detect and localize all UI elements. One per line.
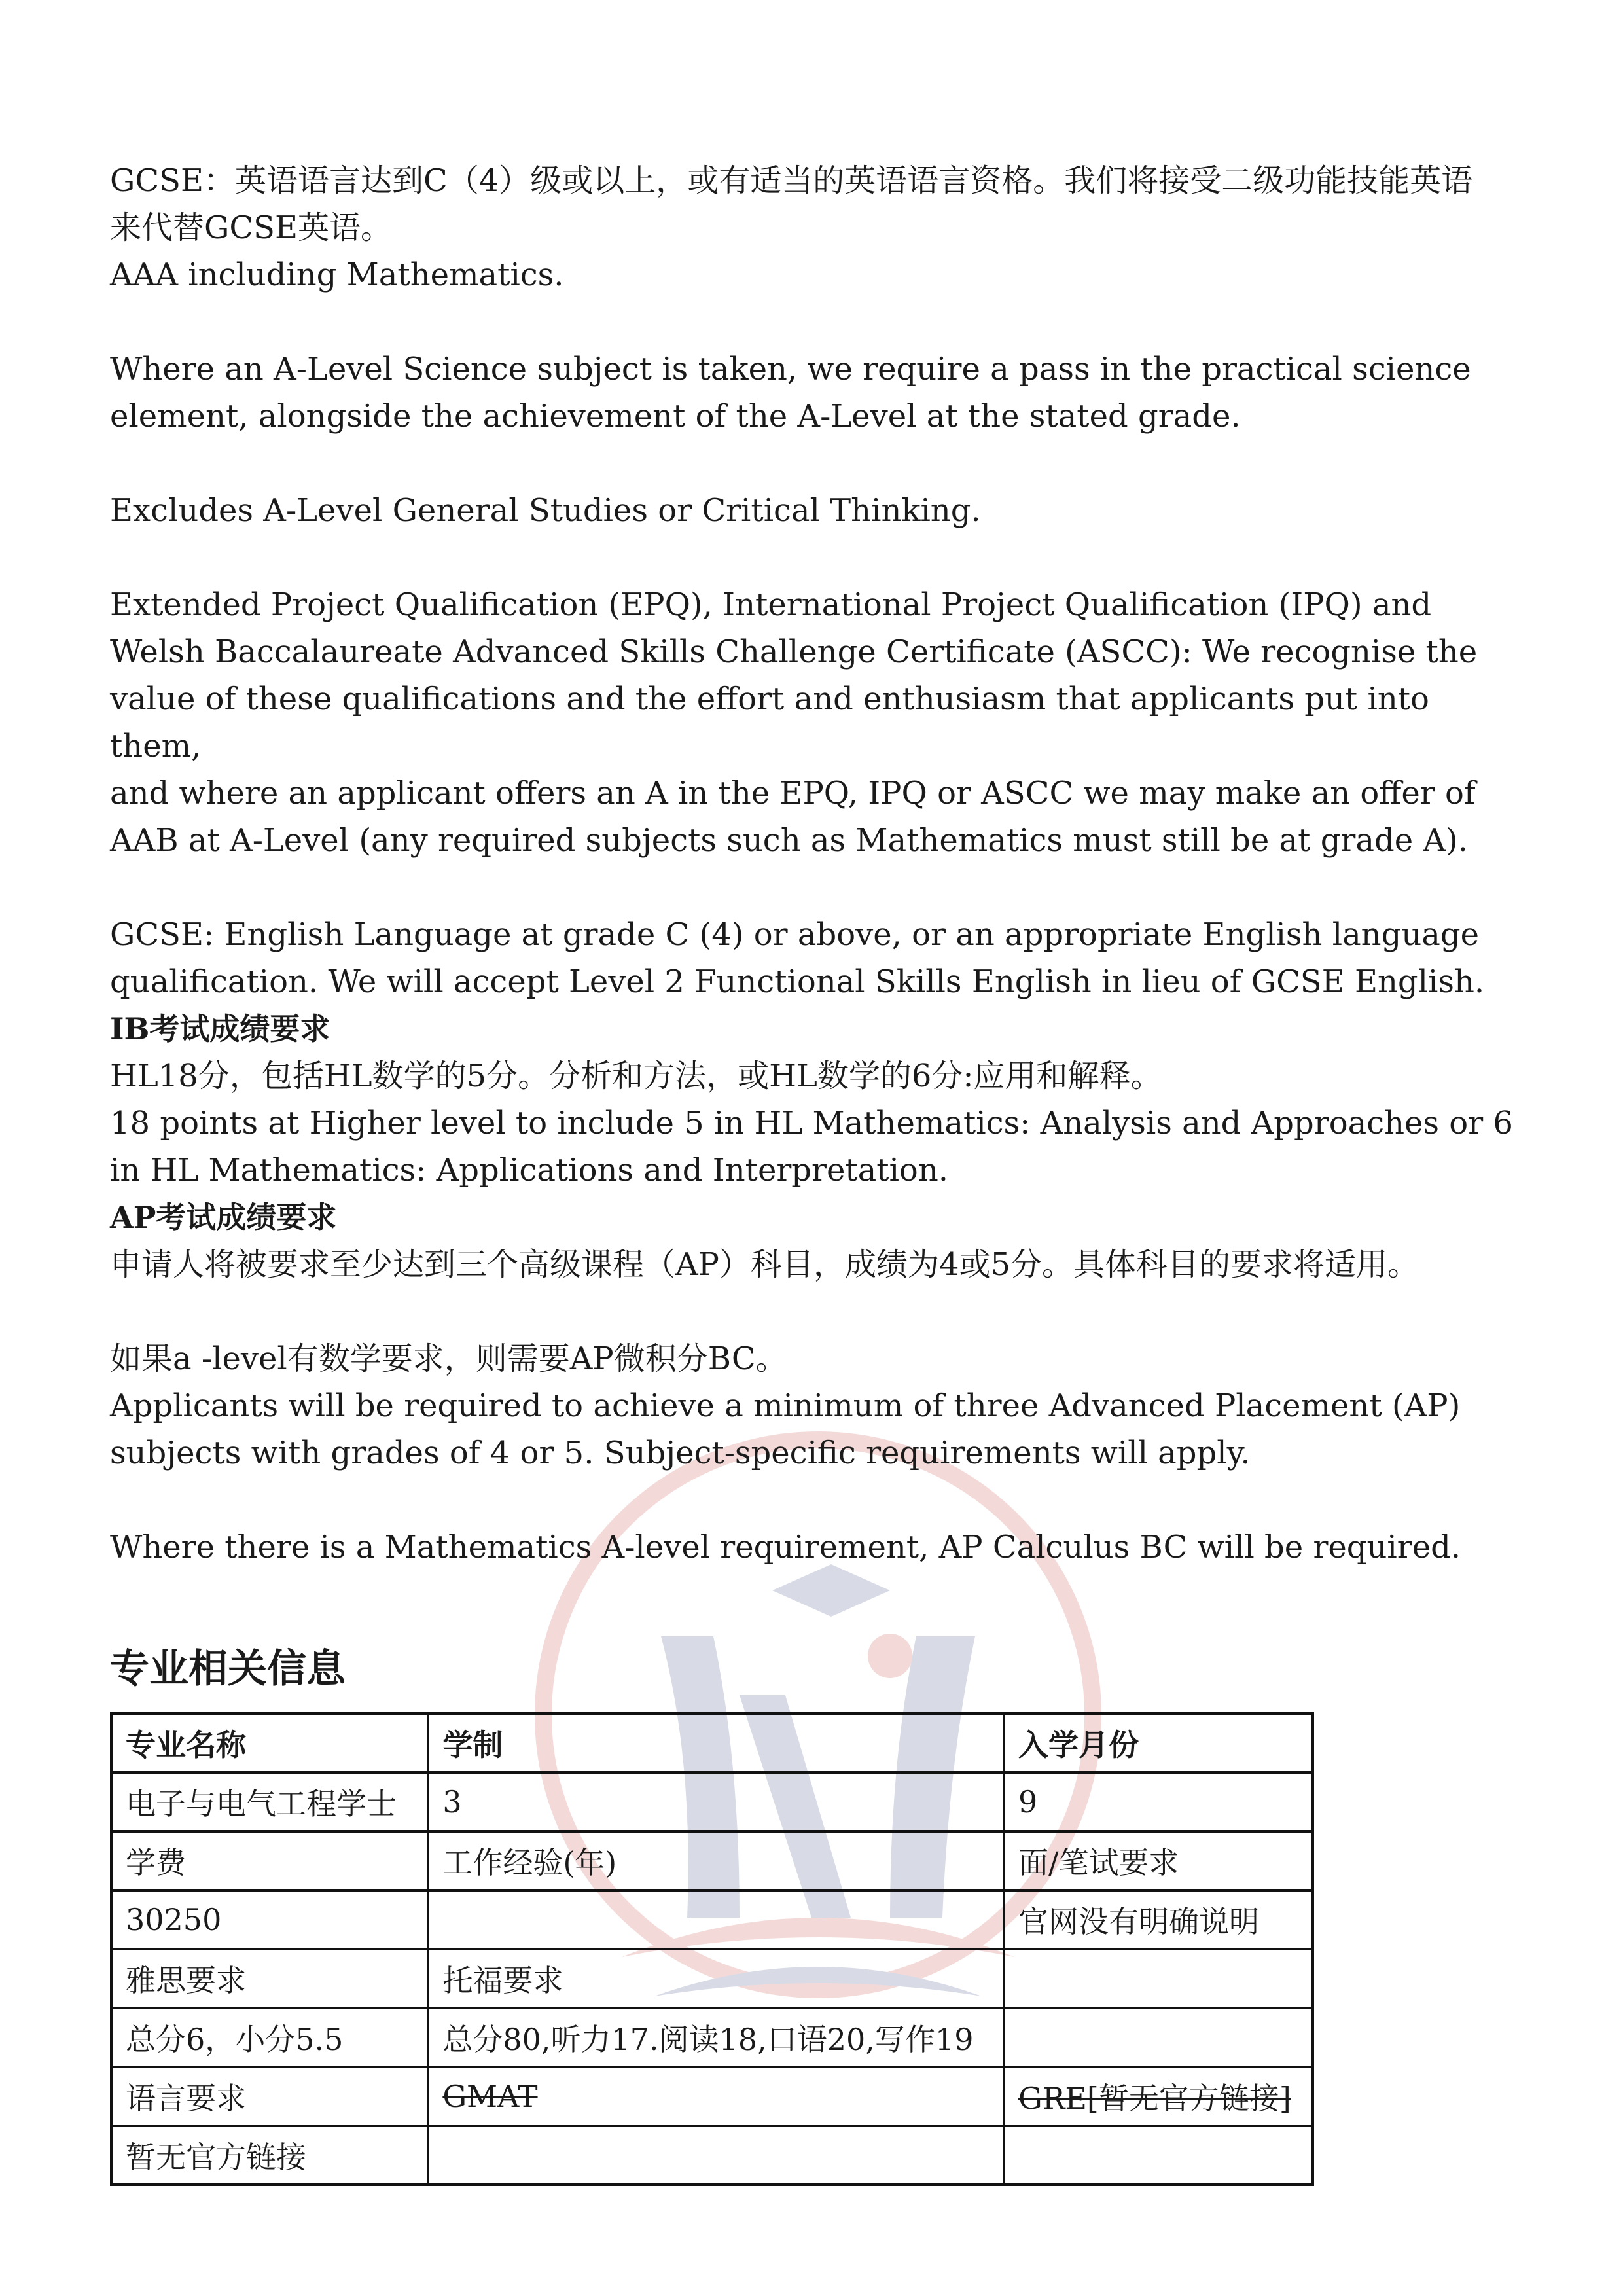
table-row bbox=[111, 1890, 1313, 1949]
table-cell: 电子与电气工程学士 bbox=[111, 1772, 428, 1831]
table-cell: 总分6，小分5.5 bbox=[111, 2008, 428, 2067]
ap-heading: AP考试成绩要求 bbox=[110, 1200, 337, 1235]
table-row bbox=[111, 1713, 1313, 1772]
gcse-en-line-2: qualification. We will accept Level 2 Functional Skills English in lieu of GCSE English. bbox=[110, 963, 1485, 1000]
ap-en-line-3: Where there is a Mathematics A-level requirement, AP Calculus BC will be required. bbox=[110, 1529, 1461, 1566]
science-line-1: Where an A-Level Science subject is taken, we require a pass in the practical science bbox=[110, 351, 1471, 387]
gcse-cn-line-2: 来代替GCSE英语。 bbox=[110, 209, 392, 246]
table-cell bbox=[1004, 1949, 1313, 2008]
epq-line-1: Extended Project Qualification (EPQ), International Project Qualification (IPQ) and bbox=[110, 586, 1432, 623]
table-cell: 专业名称 bbox=[111, 1713, 428, 1772]
science-line-2: element, alongside the achievement of the A-Level at the stated grade. bbox=[110, 398, 1241, 435]
ib-en-line-1: 18 points at Higher level to include 5 in HL Mathematics: Analysis and Approaches or 6 bbox=[110, 1105, 1513, 1141]
program-info-table bbox=[110, 1712, 1314, 2186]
ap-cn-line-2: 如果a -level有数学要求，则需要AP微积分BC。 bbox=[110, 1340, 787, 1377]
table-row bbox=[111, 1831, 1313, 1890]
table-cell: 9 bbox=[1004, 1772, 1313, 1831]
table-cell: 入学月份 bbox=[1004, 1713, 1313, 1772]
table-cell: 总分80,听力17.阅读18,口语20,写作19 bbox=[428, 2008, 1004, 2067]
document-body bbox=[110, 157, 1530, 2186]
gcse-en-line-1: GCSE: English Language at grade C (4) or above, or an appropriate English language bbox=[110, 916, 1479, 953]
table-row bbox=[111, 2126, 1313, 2185]
table-cell-gmat: GMAT bbox=[428, 2067, 1004, 2126]
table-cell-gre: GRE[暂无官方链接] bbox=[1004, 2067, 1313, 2126]
ap-en-line-2: subjects with grades of 4 or 5. Subject-specific requirements will apply. bbox=[110, 1435, 1251, 1471]
table-cell: 官网没有明确说明 bbox=[1004, 1890, 1313, 1949]
table-cell bbox=[428, 2126, 1004, 2185]
ib-cn-line: HL18分，包括HL数学的5分。分析和方法，或HL数学的6分:应用和解释。 bbox=[110, 1058, 1162, 1094]
section-title: 专业相关信息 bbox=[110, 1646, 346, 1692]
epq-line-3: value of these qualifications and the effort and enthusiasm that applicants put into them, bbox=[110, 681, 1440, 764]
table-cell: 学费 bbox=[111, 1831, 428, 1890]
table-cell bbox=[1004, 2008, 1313, 2067]
epq-line-4: and where an applicant offers an A in the EPQ, IPQ or ASCC we may make an offer of bbox=[110, 775, 1476, 812]
table-cell: 3 bbox=[428, 1772, 1004, 1831]
table-cell: 学制 bbox=[428, 1713, 1004, 1772]
table-cell: 暂无官方链接 bbox=[111, 2126, 428, 2185]
epq-line-2: Welsh Baccalaureate Advanced Skills Challenge Certificate (ASCC): We recognise the bbox=[110, 634, 1478, 670]
table-row bbox=[111, 2008, 1313, 2067]
ap-en-line-1: Applicants will be required to achieve a minimum of three Advanced Placement (AP) bbox=[110, 1388, 1461, 1424]
epq-line-5: AAB at A-Level (any required subjects such as Mathematics must still be at grade A). bbox=[110, 822, 1469, 859]
ib-en-line-2: in HL Mathematics: Applications and Interpretation. bbox=[110, 1152, 948, 1189]
table-row bbox=[111, 2067, 1313, 2126]
table-cell bbox=[1004, 2126, 1313, 2185]
table-cell: 30250 bbox=[111, 1890, 428, 1949]
table-row bbox=[111, 1949, 1313, 2008]
table-cell: 工作经验(年) bbox=[428, 1831, 1004, 1890]
table-cell: 雅思要求 bbox=[111, 1949, 428, 2008]
ib-heading: IB考试成绩要求 bbox=[110, 1011, 330, 1047]
ap-cn-line-1: 申请人将被要求至少达到三个高级课程（AP）科目，成绩为4或5分。具体科目的要求将适用。 bbox=[110, 1246, 1419, 1283]
alevel-requirement: AAA including Mathematics. bbox=[110, 257, 564, 293]
table-cell: 面/笔试要求 bbox=[1004, 1831, 1313, 1890]
excludes-line: Excludes A-Level General Studies or Critical Thinking. bbox=[110, 492, 981, 529]
table-cell: 托福要求 bbox=[428, 1949, 1004, 2008]
table-row bbox=[111, 1772, 1313, 1831]
table-cell: 语言要求 bbox=[111, 2067, 428, 2126]
gcse-cn-line-1: GCSE：英语语言达到C（4）级或以上，或有适当的英语语言资格。我们将接受二级功能技能英语 bbox=[110, 162, 1473, 199]
table-cell bbox=[428, 1890, 1004, 1949]
